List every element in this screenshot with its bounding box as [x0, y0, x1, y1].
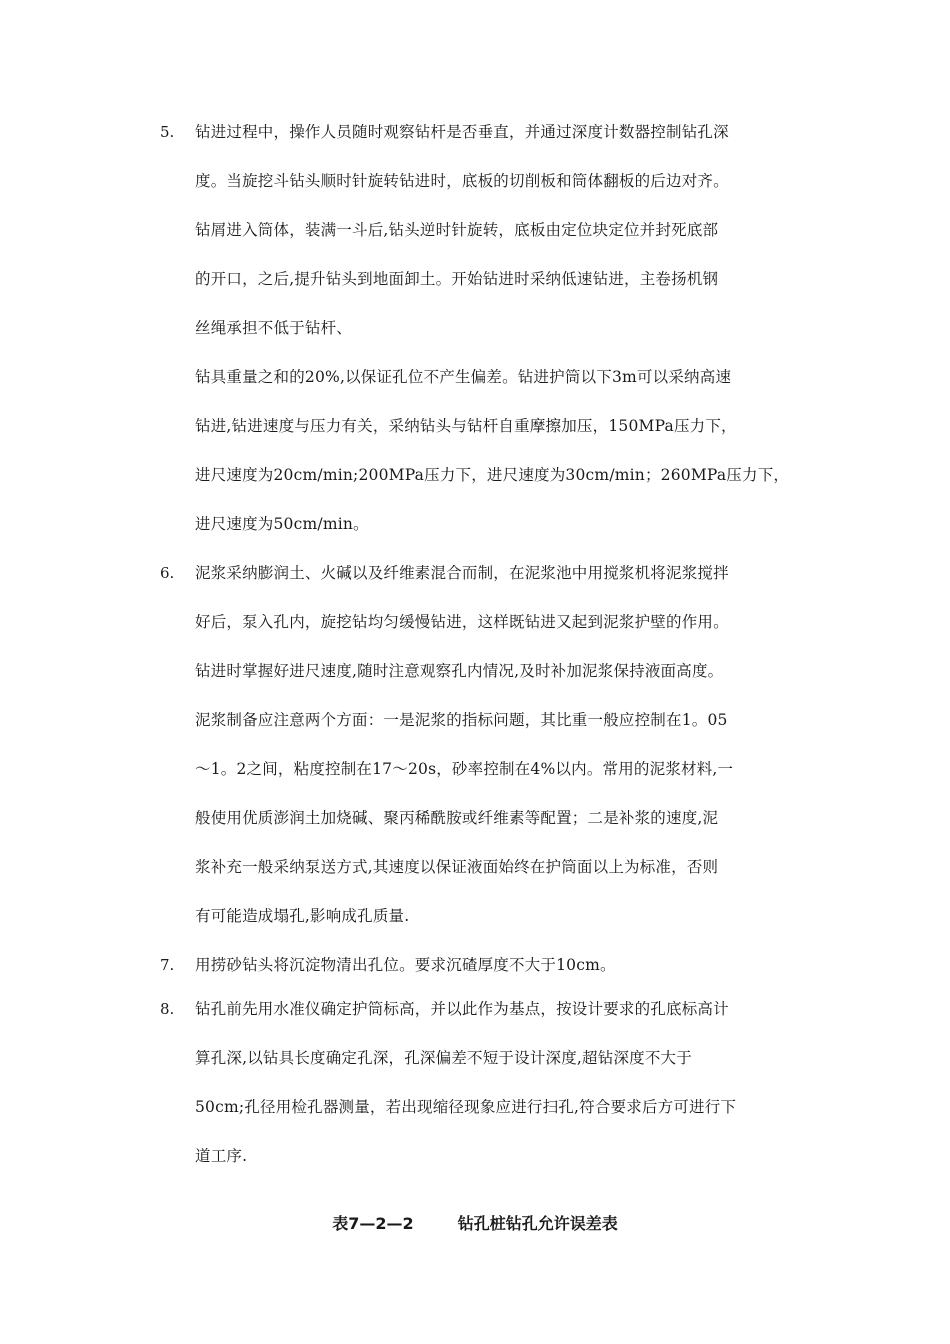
text-line: 般使用优质澎润土加烧碱、聚丙稀酰胺或纤维素等配置；二是补浆的速度,泥 [195, 809, 719, 827]
table-title-text: 钻孔桩钻孔允许误差表 [457, 1214, 618, 1233]
text-line: 的开口，之后,提升钻头到地面卸土。开始钻进时采纳低速钻进，主卷扬机钢 [195, 270, 719, 288]
text-line: 有可能造成塌孔,影响成孔质量. [195, 907, 410, 925]
text-line: 钻进时掌握好进尺速度,随时注意观察孔内情况,及时补加泥浆保持液面高度。 [195, 662, 724, 680]
text-line: 用捞砂钻头将沉淀物清出孔位。要求沉碴厚度不大于10cm。 [195, 956, 616, 974]
item-text [195, 549, 825, 941]
text-line: 50cm;孔径用检孔器测量，若出现缩径现象应进行扫孔,符合要求后方可进行下 [195, 1098, 737, 1116]
table-number: 表7—2—2 [332, 1214, 414, 1233]
text-line: 钻具重量之和的20%,以保证孔位不产生偏差。钻进护筒以下3m可以采纳高速 [195, 368, 732, 386]
text-line: 泥浆制备应注意两个方面：一是泥浆的指标问题，其比重一般应控制在1。05 [195, 711, 728, 729]
text-line: 度。当旋挖斗钻头顺时针旋转钻进时，底板的切削板和筒体翻板的后边对齐。 [195, 172, 729, 190]
text-line: 钻进,钻进速度与压力有关，采纳钻头与钻杆自重摩擦加压，150MPa压力下， [195, 417, 737, 435]
item-text [195, 108, 825, 549]
item-text [195, 985, 825, 1181]
item-text [195, 941, 825, 990]
list-item-5 [160, 108, 830, 549]
text-line: 泥浆采纳膨润土、火碱以及纤维素混合而制，在泥浆池中用搅浆机将泥浆搅拌 [195, 564, 729, 582]
item-number: 6. [160, 564, 175, 582]
item-number: 7. [160, 956, 175, 974]
item-number: 8. [160, 1000, 175, 1018]
text-line: 钻屑进入筒体，装满一斗后,钻头逆时针旋转，底板由定位块定位并封死底部 [195, 221, 719, 239]
item-number: 5. [160, 123, 175, 141]
text-line: 钻进过程中，操作人员随时观察钻杆是否垂直，并通过深度计数器控制钻孔深 [195, 123, 729, 141]
text-line: 算孔深,以钻具长度确定孔深，孔深偏差不短于设计深度,超钻深度不大于 [195, 1049, 692, 1067]
text-line: ～1。2之间，粘度控制在17～20s，砂率控制在4%以内。常用的泥浆材料,一 [195, 760, 734, 778]
list-item-7 [160, 941, 830, 990]
text-line: 进尺速度为50cm/min。 [195, 515, 369, 533]
text-line: 丝绳承担不低于钻杆、 [195, 319, 353, 337]
text-line: 好后，泵入孔内，旋挖钻均匀缓慢钻进，这样既钻进又起到泥浆护壁的作用。 [195, 613, 729, 631]
table-title [0, 1206, 950, 1242]
text-line: 道工序. [195, 1147, 248, 1165]
text-line: 钻孔前先用水准仪确定护筒标高，并以此作为基点，按设计要求的孔底标高计 [195, 1000, 729, 1018]
list-item-8 [160, 985, 830, 1181]
text-line: 进尺速度为20cm/min;200MPa压力下，进尺速度为30cm/min；260MPa压力下， [195, 466, 790, 484]
text-line: 浆补充一般采纳泵送方式,其速度以保证液面始终在护筒面以上为标准，否则 [195, 858, 719, 876]
list-item-6 [160, 549, 830, 941]
